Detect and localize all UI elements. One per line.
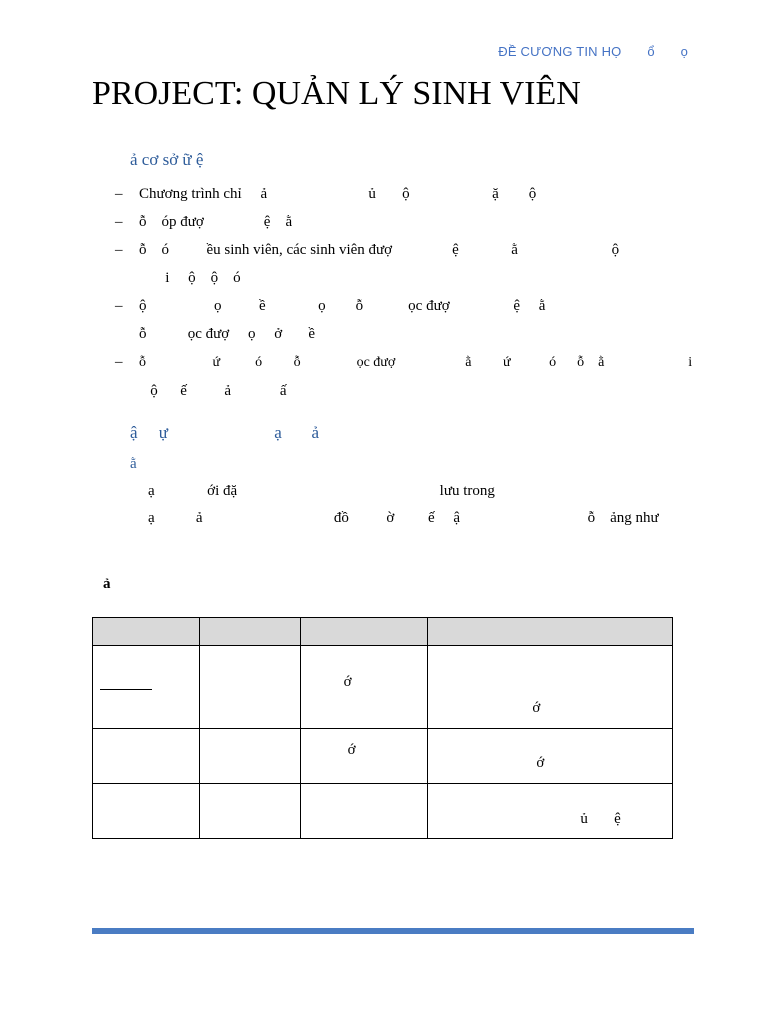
- cell-text: ớ: [343, 674, 352, 690]
- table-cell: [199, 729, 300, 784]
- list-item: [115, 292, 705, 348]
- dash-bullet: –: [115, 298, 123, 314]
- list-item-text-continued: ỗ ọc đượ ọ ở ề: [139, 326, 316, 342]
- cell-text: ớ: [347, 742, 356, 758]
- list-item: [115, 208, 705, 236]
- section-heading-design: ậ ự ạ ả: [130, 423, 320, 442]
- list-item-text: ộ ọ ề ọ ỗ ọc đượ ệ ằ: [139, 298, 546, 314]
- list-item-text: ỗ óp đượ ệ ằ: [139, 214, 293, 230]
- dash-bullet: –: [115, 186, 123, 202]
- table-header-cell: [199, 618, 300, 646]
- table-row: [93, 729, 673, 784]
- list-item: [115, 348, 705, 405]
- list-item-text: ỗ ứ ó ỗ ọc đượ ằ ứ ó ỗ ằ i: [139, 355, 693, 370]
- dash-bullet: –: [115, 354, 123, 370]
- cell-text: ớ: [532, 700, 541, 716]
- table-cell: [428, 729, 673, 784]
- header-fragment-1: ổ: [647, 44, 655, 59]
- list-item-text-continued: ộ ế ả ấ: [139, 383, 287, 399]
- page-title: PROJECT: QUẢN LÝ SINH VIÊN: [92, 75, 581, 112]
- list-item-text-continued: i ộ ộ ó: [139, 270, 241, 286]
- list-item: [115, 236, 705, 292]
- table-header-cell: [300, 618, 428, 646]
- data-table: [92, 617, 673, 839]
- paragraph: ạ ả đồ ờ ế ậ ỗ ảng như: [148, 510, 659, 526]
- table-header-cell: [428, 618, 673, 646]
- requirements-list: [115, 180, 705, 405]
- header-fragment-2: ọ: [680, 44, 688, 59]
- table-cell: [428, 784, 673, 839]
- list-item: [115, 180, 705, 208]
- table-row: [93, 784, 673, 839]
- dash-bullet: –: [115, 214, 123, 230]
- footer-rule: [92, 928, 694, 934]
- table-cell: [428, 646, 673, 729]
- table-cell: [93, 646, 200, 729]
- list-item-text: Chương trình chỉ ả ủ ộ ặ ộ: [139, 186, 537, 202]
- dash-bullet: –: [115, 242, 123, 258]
- table-header-cell: [93, 618, 200, 646]
- section-heading-database: ả cơ sở ữ ệ: [130, 150, 204, 169]
- cell-text: ớ: [536, 755, 545, 771]
- paragraph: ạ ới đặ lưu trong: [148, 483, 495, 499]
- table-row: [93, 646, 673, 729]
- cell-text: ủ ệ: [580, 811, 621, 827]
- table-cell: [199, 784, 300, 839]
- table-cell: [300, 784, 428, 839]
- table-cell: [199, 646, 300, 729]
- list-item-text: ỗ ó ều sinh viên, các sinh viên đượ ệ ằ ộ: [139, 242, 620, 258]
- table-caption: ả: [103, 576, 111, 592]
- header-title: ĐỀ CƯƠNG TIN HỌ: [498, 44, 622, 59]
- running-header: [498, 44, 688, 59]
- subheading: ằ: [130, 456, 137, 472]
- table-header-row: [93, 618, 673, 646]
- underline-mark: [100, 689, 152, 690]
- table-cell: [93, 784, 200, 839]
- table-cell: [300, 646, 428, 729]
- table-cell: [300, 729, 428, 784]
- table-cell: [93, 729, 200, 784]
